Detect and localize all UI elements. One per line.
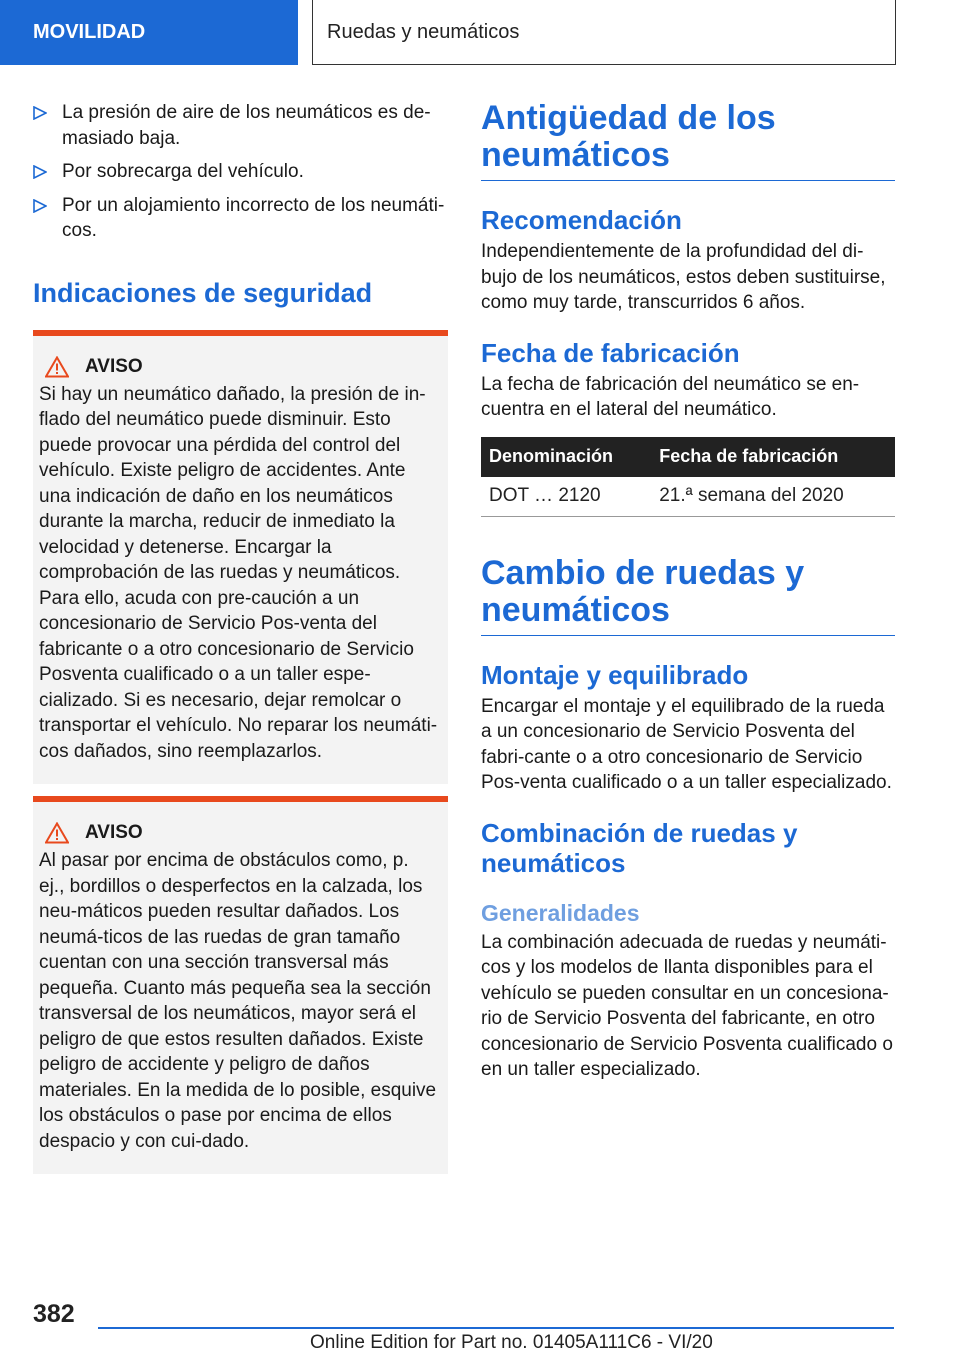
- warning-box: [33, 330, 448, 785]
- left-column: [33, 100, 448, 1174]
- warning-header: [39, 356, 438, 378]
- manufacture-heading: Fecha de fabricación: [481, 337, 740, 368]
- combination-heading: Combinación de ruedas y neumáticos: [481, 817, 798, 878]
- page-number: 382: [33, 1300, 75, 1328]
- cause-list: [33, 100, 448, 244]
- warning-triangle-icon: [45, 822, 69, 844]
- table-header-cell: Denominación: [481, 437, 651, 477]
- header-section-label: MOVILIDAD: [33, 21, 146, 43]
- safety-heading: Indicaciones de seguridad: [33, 277, 373, 308]
- manufacture-table: [481, 437, 895, 517]
- list-item: La presión de aire de los neumáticos es de-masiado baja.: [33, 100, 448, 151]
- header-chapter-title: [312, 0, 896, 65]
- table-header-cell: Fecha de fabricación: [651, 437, 895, 477]
- footer-divider: [98, 1327, 894, 1329]
- triangle-bullet-icon: [33, 199, 47, 213]
- table-cell: DOT … 2120: [481, 477, 651, 517]
- general-heading: Generalidades: [481, 899, 640, 926]
- header-section-tab[interactable]: [0, 0, 298, 65]
- right-column: [481, 100, 895, 1083]
- manufacture-text: La fecha de fabricación del neumático se en-cuentra en el lateral del neumático.: [481, 373, 860, 420]
- mounting-text: Encargar el montaje y el equilibrado de la rueda a un concesionario de Servicio Posventa del fabri-cante o a otro concesionario de Servicio Pos-venta cualificado o a un taller especializado.: [481, 695, 892, 793]
- triangle-bullet-icon: [33, 106, 47, 120]
- change-heading: Cambio de ruedas y neumáticos: [481, 555, 895, 636]
- warning-box: [33, 796, 448, 1174]
- recommendation-heading: Recomendación: [481, 205, 682, 235]
- age-heading: Antigüedad de los neumáticos: [481, 100, 895, 181]
- list-item: Por sobrecarga del vehículo.: [33, 159, 448, 185]
- header-title-text: Ruedas y neumáticos: [327, 20, 520, 43]
- footer-edition: Online Edition for Part no. 01405A111C6 - VI/20: [310, 1332, 713, 1353]
- warning-header: [39, 822, 438, 844]
- triangle-bullet-icon: [33, 165, 47, 179]
- list-item: Por un alojamiento incorrecto de los neumáti-cos.: [33, 193, 448, 244]
- warning-title: AVISO: [85, 355, 143, 377]
- table-row: [481, 477, 895, 517]
- warning-title: AVISO: [85, 822, 143, 843]
- mounting-heading: Montaje y equilibrado: [481, 659, 749, 690]
- recommendation-text: Independientemente de la profundidad del di-bujo de los neumáticos, estos deben sustituirse, como muy tarde, transcurridos 6 años.: [481, 241, 886, 313]
- table-header-row: [481, 437, 895, 477]
- warning-text: Si hay un neumático dañado, la presión de in-flado del neumático puede disminuir. Esto puede provocar una pérdida del control del vehículo. Existe peligro de accidentes. Ante una indicación de daño en los neumáticos durante la marcha, reducir de inmediato la velocidad y detenerse. Encargar la comprobación de las ruedas y neumáticos. Para ello, acuda con pre-caución a un concesionario de Servicio Pos-venta del fabricante o a otro concesionario de Servicio Posventa cualificado o a un taller espe-cializado. Si es necesario, dejar remolcar o transportar el vehículo. No reparar los neumáti-cos dañados, sino reemplazarlos.: [39, 383, 438, 762]
- warning-text: Al pasar por encima de obstáculos como, p. ej., bordillos o desperfectos en la calzada, los neu-máticos pueden resultar dañados. Los neumá-ticos de las ruedas de gran tamaño cuentan con una sección transversal más pequeña. Cuanto más pequeña sea la sección transversal de los neumáticos, mayor será el peligro de que estos resulten dañados. Existe peligro de accidente y peligro de daños materiales. En la medida de lo posible, esquive los obstáculos o pase por encima de ellos despacio y con cui-dado.: [39, 850, 437, 1152]
- table-cell: 21.ª semana del 2020: [651, 477, 895, 517]
- warning-triangle-icon: [45, 356, 69, 378]
- general-text: La combinación adecuada de ruedas y neumáti-cos y los modelos de llanta disponibles para el vehículo se pueden consultar en un concesiona-rio de Servicio Posventa del fabricante, en otro concesionario de Servicio Posventa cualificado o en un taller especializado.: [481, 931, 893, 1080]
